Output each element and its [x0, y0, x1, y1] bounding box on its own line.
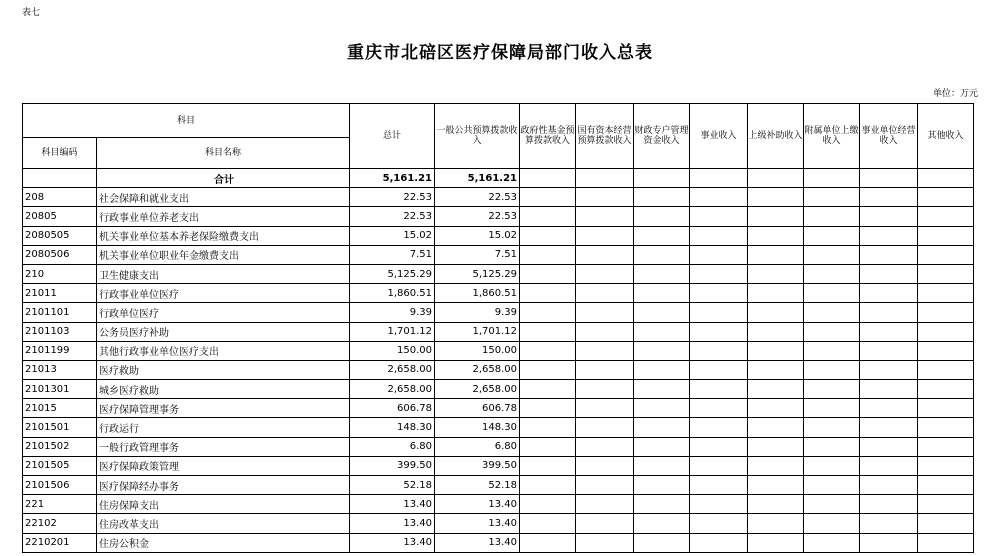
row-total: 13.40 — [350, 533, 435, 552]
empty-cell — [918, 514, 974, 533]
empty-cell — [804, 380, 860, 399]
row-total: 7.51 — [350, 245, 435, 264]
empty-cell — [520, 380, 576, 399]
row-name: 住房保障支出 — [97, 495, 350, 514]
row-total: 2,658.00 — [350, 360, 435, 379]
empty-cell — [804, 476, 860, 495]
header-other: 其他收入 — [918, 104, 974, 169]
empty-cell — [918, 169, 974, 188]
row-code: 2101506 — [23, 476, 97, 495]
empty-cell — [690, 226, 748, 245]
row-general: 7.51 — [435, 245, 520, 264]
row-total: 150.00 — [350, 341, 435, 360]
empty-cell — [576, 476, 634, 495]
row-general: 150.00 — [435, 341, 520, 360]
empty-cell — [860, 456, 918, 475]
empty-cell — [918, 360, 974, 379]
header-operating: 事业单位经营收入 — [860, 104, 918, 169]
empty-cell — [634, 169, 690, 188]
empty-cell — [576, 264, 634, 283]
empty-cell — [918, 341, 974, 360]
empty-cell — [804, 303, 860, 322]
row-code: 2101502 — [23, 437, 97, 456]
table-row — [23, 533, 974, 552]
row-total: 5,125.29 — [350, 264, 435, 283]
empty-cell — [690, 456, 748, 475]
empty-cell — [576, 245, 634, 264]
empty-cell — [918, 437, 974, 456]
empty-cell — [520, 399, 576, 418]
empty-cell — [520, 437, 576, 456]
empty-cell — [690, 437, 748, 456]
empty-cell — [918, 322, 974, 341]
row-general: 2,658.00 — [435, 360, 520, 379]
total-label: 合计 — [97, 169, 350, 188]
empty-cell — [690, 207, 748, 226]
empty-cell — [748, 284, 804, 303]
total-sum: 5,161.21 — [350, 169, 435, 188]
empty-cell — [804, 399, 860, 418]
empty-cell — [748, 188, 804, 207]
row-total: 9.39 — [350, 303, 435, 322]
row-general: 606.78 — [435, 399, 520, 418]
header-state-capital: 国有资本经营预算拨款收入 — [576, 104, 634, 169]
row-name: 公务员医疗补助 — [97, 322, 350, 341]
table-row — [23, 437, 974, 456]
empty-cell — [690, 341, 748, 360]
row-code: 2101501 — [23, 418, 97, 437]
row-name: 行政事业单位养老支出 — [97, 207, 350, 226]
empty-cell — [576, 226, 634, 245]
row-code: 2101301 — [23, 380, 97, 399]
row-name: 住房改革支出 — [97, 514, 350, 533]
table-row — [23, 264, 974, 283]
empty-cell — [748, 437, 804, 456]
empty-cell — [860, 188, 918, 207]
table-row — [23, 188, 974, 207]
row-general: 1,860.51 — [435, 284, 520, 303]
empty-cell — [918, 284, 974, 303]
empty-cell — [748, 533, 804, 552]
row-code: 22102 — [23, 514, 97, 533]
empty-cell — [520, 341, 576, 360]
row-general: 22.53 — [435, 188, 520, 207]
page-title: 重庆市北碚区医疗保障局部门收入总表 — [347, 43, 653, 63]
row-total: 13.40 — [350, 495, 435, 514]
row-total: 15.02 — [350, 226, 435, 245]
row-general: 15.02 — [435, 226, 520, 245]
empty-cell — [520, 322, 576, 341]
row-name: 行政运行 — [97, 418, 350, 437]
empty-cell — [918, 399, 974, 418]
empty-cell — [860, 322, 918, 341]
empty-cell — [748, 399, 804, 418]
empty-cell — [918, 418, 974, 437]
empty-cell — [576, 169, 634, 188]
row-name: 行政事业单位医疗 — [97, 284, 350, 303]
row-code: 21015 — [23, 399, 97, 418]
empty-cell — [918, 303, 974, 322]
empty-cell — [634, 322, 690, 341]
empty-cell — [634, 380, 690, 399]
table-row — [23, 380, 974, 399]
row-total: 1,860.51 — [350, 284, 435, 303]
empty-cell — [690, 245, 748, 264]
empty-cell — [860, 495, 918, 514]
empty-cell — [576, 380, 634, 399]
header-subject: 科目 — [23, 104, 350, 138]
row-total: 1,701.12 — [350, 322, 435, 341]
row-name: 行政单位医疗 — [97, 303, 350, 322]
row-general: 6.80 — [435, 437, 520, 456]
row-code: 210 — [23, 264, 97, 283]
empty-cell — [690, 399, 748, 418]
row-total: 2,658.00 — [350, 380, 435, 399]
empty-cell — [748, 476, 804, 495]
empty-cell — [690, 303, 748, 322]
table-row — [23, 303, 974, 322]
row-general: 13.40 — [435, 495, 520, 514]
empty-cell — [860, 207, 918, 226]
row-code: 21013 — [23, 360, 97, 379]
empty-cell — [748, 322, 804, 341]
empty-cell — [804, 341, 860, 360]
row-name: 医疗保障管理事务 — [97, 399, 350, 418]
table-row — [23, 514, 974, 533]
empty-cell — [576, 207, 634, 226]
row-code: 2101199 — [23, 341, 97, 360]
empty-cell — [918, 533, 974, 552]
empty-cell — [634, 341, 690, 360]
empty-cell — [520, 514, 576, 533]
empty-cell — [634, 533, 690, 552]
row-name: 机关事业单位基本养老保险缴费支出 — [97, 226, 350, 245]
empty-cell — [576, 533, 634, 552]
table-row — [23, 360, 974, 379]
empty-cell — [520, 418, 576, 437]
empty-cell — [748, 303, 804, 322]
empty-cell — [804, 418, 860, 437]
empty-cell — [860, 399, 918, 418]
table-row — [23, 245, 974, 264]
row-total: 6.80 — [350, 437, 435, 456]
empty-cell — [860, 360, 918, 379]
row-general: 5,125.29 — [435, 264, 520, 283]
empty-cell — [634, 303, 690, 322]
empty-cell — [690, 264, 748, 283]
empty-cell — [634, 437, 690, 456]
row-general: 399.50 — [435, 456, 520, 475]
empty-cell — [804, 169, 860, 188]
row-general: 52.18 — [435, 476, 520, 495]
empty-cell — [520, 533, 576, 552]
row-code: 2101101 — [23, 303, 97, 322]
row-code: 20805 — [23, 207, 97, 226]
empty-cell — [804, 456, 860, 475]
empty-cell — [804, 360, 860, 379]
empty-cell — [576, 437, 634, 456]
table-row — [23, 399, 974, 418]
empty-cell — [520, 264, 576, 283]
row-general: 2,658.00 — [435, 380, 520, 399]
empty-cell — [690, 514, 748, 533]
empty-cell — [634, 284, 690, 303]
row-code: 2080505 — [23, 226, 97, 245]
income-table — [22, 103, 974, 553]
empty-cell — [860, 226, 918, 245]
empty-cell — [520, 245, 576, 264]
row-total: 399.50 — [350, 456, 435, 475]
row-general: 148.30 — [435, 418, 520, 437]
row-name: 机关事业单位职业年金缴费支出 — [97, 245, 350, 264]
empty-cell — [690, 418, 748, 437]
empty-cell — [520, 284, 576, 303]
empty-cell — [860, 245, 918, 264]
empty-cell — [918, 380, 974, 399]
empty-cell — [520, 476, 576, 495]
empty-cell — [576, 322, 634, 341]
empty-cell — [860, 169, 918, 188]
row-name: 住房公积金 — [97, 533, 350, 552]
empty-cell — [690, 495, 748, 514]
row-code: 208 — [23, 188, 97, 207]
empty-cell — [748, 380, 804, 399]
total-code-cell — [23, 169, 97, 188]
empty-cell — [520, 207, 576, 226]
row-code: 221 — [23, 495, 97, 514]
empty-cell — [634, 188, 690, 207]
empty-cell — [634, 245, 690, 264]
empty-cell — [690, 380, 748, 399]
empty-cell — [860, 476, 918, 495]
empty-cell — [860, 380, 918, 399]
table-row — [23, 226, 974, 245]
empty-cell — [804, 322, 860, 341]
empty-cell — [634, 456, 690, 475]
table-row — [23, 495, 974, 514]
empty-cell — [804, 437, 860, 456]
row-code: 2101505 — [23, 456, 97, 475]
row-general: 9.39 — [435, 303, 520, 322]
empty-cell — [634, 226, 690, 245]
empty-cell — [748, 226, 804, 245]
empty-cell — [748, 245, 804, 264]
empty-cell — [690, 169, 748, 188]
empty-cell — [748, 360, 804, 379]
empty-cell — [520, 226, 576, 245]
row-name: 医疗保障政策管理 — [97, 456, 350, 475]
empty-cell — [918, 476, 974, 495]
header-code: 科目编码 — [23, 138, 97, 169]
row-total: 13.40 — [350, 514, 435, 533]
row-name: 其他行政事业单位医疗支出 — [97, 341, 350, 360]
empty-cell — [520, 456, 576, 475]
empty-cell — [860, 437, 918, 456]
table-row — [23, 284, 974, 303]
row-name: 城乡医疗救助 — [97, 380, 350, 399]
empty-cell — [748, 341, 804, 360]
empty-cell — [918, 456, 974, 475]
empty-cell — [520, 188, 576, 207]
row-total: 606.78 — [350, 399, 435, 418]
empty-cell — [690, 533, 748, 552]
empty-cell — [576, 303, 634, 322]
header-name: 科目名称 — [97, 138, 350, 169]
empty-cell — [918, 188, 974, 207]
empty-cell — [804, 207, 860, 226]
header-upper-subsidy: 上级补助收入 — [748, 104, 804, 169]
header-general-budget: 一般公共预算拨款收入 — [435, 104, 520, 169]
row-total: 22.53 — [350, 188, 435, 207]
row-total: 22.53 — [350, 207, 435, 226]
header-subordinate: 附属单位上缴收入 — [804, 104, 860, 169]
empty-cell — [634, 207, 690, 226]
empty-cell — [918, 245, 974, 264]
empty-cell — [690, 476, 748, 495]
row-name: 医疗救助 — [97, 360, 350, 379]
unit-label: 单位：万元 — [932, 89, 978, 99]
empty-cell — [804, 188, 860, 207]
row-name: 卫生健康支出 — [97, 264, 350, 283]
empty-cell — [860, 514, 918, 533]
empty-cell — [690, 284, 748, 303]
total-general: 5,161.21 — [435, 169, 520, 188]
empty-cell — [690, 188, 748, 207]
empty-cell — [804, 226, 860, 245]
empty-cell — [576, 456, 634, 475]
table-row — [23, 341, 974, 360]
row-code: 21011 — [23, 284, 97, 303]
empty-cell — [860, 303, 918, 322]
row-total: 52.18 — [350, 476, 435, 495]
empty-cell — [576, 399, 634, 418]
empty-cell — [860, 264, 918, 283]
table-row — [23, 456, 974, 475]
table-row — [23, 418, 974, 437]
row-general: 13.40 — [435, 533, 520, 552]
empty-cell — [804, 514, 860, 533]
empty-cell — [634, 476, 690, 495]
empty-cell — [634, 514, 690, 533]
empty-cell — [804, 533, 860, 552]
empty-cell — [860, 341, 918, 360]
row-general: 22.53 — [435, 207, 520, 226]
empty-cell — [804, 245, 860, 264]
row-total: 148.30 — [350, 418, 435, 437]
empty-cell — [748, 495, 804, 514]
empty-cell — [748, 207, 804, 226]
empty-cell — [918, 264, 974, 283]
row-name: 一般行政管理事务 — [97, 437, 350, 456]
empty-cell — [748, 169, 804, 188]
empty-cell — [860, 284, 918, 303]
empty-cell — [520, 495, 576, 514]
table-row — [23, 207, 974, 226]
empty-cell — [860, 418, 918, 437]
empty-cell — [576, 284, 634, 303]
empty-cell — [804, 264, 860, 283]
empty-cell — [918, 226, 974, 245]
empty-cell — [576, 418, 634, 437]
empty-cell — [576, 360, 634, 379]
row-code: 2210201 — [23, 533, 97, 552]
total-row — [23, 169, 974, 188]
row-name: 医疗保障经办事务 — [97, 476, 350, 495]
empty-cell — [576, 514, 634, 533]
empty-cell — [918, 495, 974, 514]
row-name: 社会保障和就业支出 — [97, 188, 350, 207]
empty-cell — [634, 360, 690, 379]
empty-cell — [634, 418, 690, 437]
empty-cell — [634, 495, 690, 514]
empty-cell — [520, 169, 576, 188]
table-row — [23, 322, 974, 341]
row-general: 1,701.12 — [435, 322, 520, 341]
header-gov-fund: 政府性基金预算拨款收入 — [520, 104, 576, 169]
table-row — [23, 476, 974, 495]
empty-cell — [748, 514, 804, 533]
empty-cell — [576, 495, 634, 514]
empty-cell — [520, 303, 576, 322]
empty-cell — [804, 284, 860, 303]
empty-cell — [576, 188, 634, 207]
header-total: 总计 — [350, 104, 435, 169]
empty-cell — [748, 456, 804, 475]
empty-cell — [748, 418, 804, 437]
empty-cell — [918, 207, 974, 226]
empty-cell — [634, 399, 690, 418]
header-special-account: 财政专户管理资金收入 — [634, 104, 690, 169]
row-code: 2080506 — [23, 245, 97, 264]
row-general: 13.40 — [435, 514, 520, 533]
table-number: 表七 — [22, 8, 41, 18]
row-code: 2101103 — [23, 322, 97, 341]
empty-cell — [690, 322, 748, 341]
empty-cell — [748, 264, 804, 283]
empty-cell — [690, 360, 748, 379]
empty-cell — [860, 533, 918, 552]
empty-cell — [804, 495, 860, 514]
empty-cell — [576, 341, 634, 360]
empty-cell — [634, 264, 690, 283]
empty-cell — [520, 360, 576, 379]
header-business: 事业收入 — [690, 104, 748, 169]
